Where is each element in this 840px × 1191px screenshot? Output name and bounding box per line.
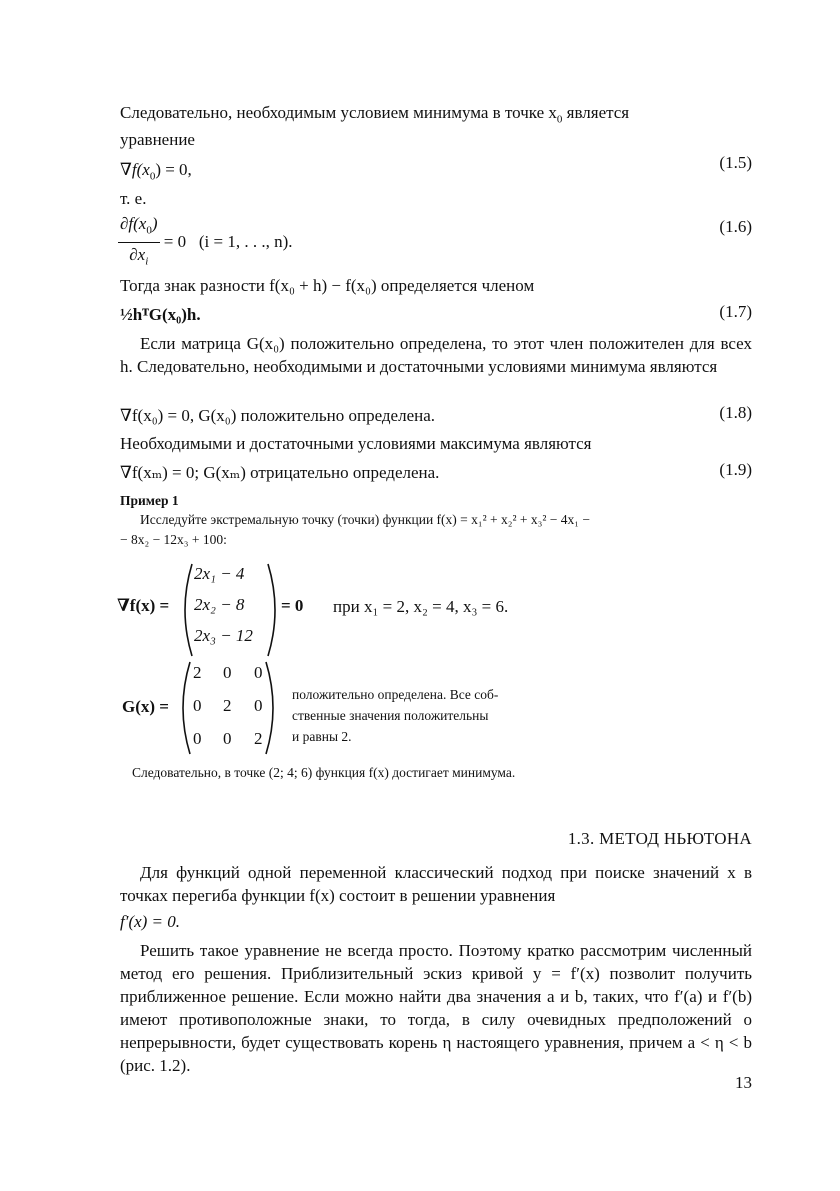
hessian-matrix bbox=[178, 660, 278, 756]
intro-line-1: Следовательно, необходимым условием минимума в точке $x_0$ является bbox=[120, 103, 630, 126]
newton-paragraph-1: Для функций одной переменной классический подход при поиске значений x в точках перегиба функции f(x) состоит в решении уравнения bbox=[120, 863, 752, 905]
equation-1-7: ½hᵀG(x₀)h. bbox=[120, 305, 201, 324]
newton-equation: f′(x) = 0. bbox=[120, 912, 181, 931]
hessian-cell-3-2: 0 bbox=[223, 729, 232, 748]
equation-number-1-8: (1.8) bbox=[719, 403, 752, 422]
hessian-note: положительно определена. Все соб- ственные значения положительны и равны 2. bbox=[292, 687, 499, 744]
sign-difference-line: Тогда знак разности f(x₀ + h) − f(x₀) определяется членом bbox=[120, 276, 535, 295]
example-title: Пример 1 bbox=[120, 493, 179, 508]
intro-line-2: уравнение bbox=[120, 130, 195, 149]
paragraph-positive-definite: Если матрица G(x₀) положительно определена, то этот член положителен для всех h. Следовательно, необходимыми и достаточными условиями минимума являются bbox=[120, 334, 752, 376]
hessian-label: G(x) = bbox=[122, 697, 169, 716]
gradient-condition: при x₁ = 2, x₂ = 4, x₃ = 6. bbox=[333, 597, 509, 616]
hessian-cell-2-1: 0 bbox=[193, 696, 202, 715]
gradient-row-3: 2x₃ − 12 bbox=[194, 626, 253, 645]
page-number: 13 bbox=[735, 1073, 752, 1092]
hessian-cell-3-1: 0 bbox=[193, 729, 202, 748]
example-task-line-1: Исследуйте экстремальную точку (точки) функции f(x) = x₁² + x₂² + x₃² − 4x₁ − bbox=[140, 512, 590, 527]
gradient-row-2: 2x₂ − 8 bbox=[194, 595, 245, 614]
equation-number-1-9: (1.9) bbox=[719, 460, 752, 479]
equation-number-1-7: (1.7) bbox=[719, 302, 752, 321]
partial-derivative-fraction: $\frac{\partial f(x_0)}{\partial x_i}$ bbox=[120, 214, 158, 268]
equation-1-6: $\frac{\partial f(x_0)}{\partial x_i}$ = 0 (i = 1, . . ., n). bbox=[118, 212, 293, 274]
gradient-label: ∇f(x) = bbox=[117, 596, 170, 615]
gradient-vector bbox=[180, 562, 280, 658]
hessian-cell-3-3: 2 bbox=[254, 729, 263, 748]
hessian-cell-1-2: 0 bbox=[223, 663, 232, 682]
equation-1-5: $\nabla f(x_0) = 0$, bbox=[120, 160, 192, 183]
hessian-cell-2-3: 0 bbox=[254, 696, 263, 715]
gradient-equals-zero: = 0 bbox=[281, 596, 304, 615]
hessian-cell-1-3: 0 bbox=[254, 663, 263, 682]
newton-paragraph-2: Решить такое уравнение не всегда просто. Поэтому кратко рассмотрим численный метод его решения. Приблизительный эскиз кривой y = f′(x) позволит получить приближенное решение. Если можно найти два значения a и b, таких, что f′(a) и f′(b) имеют противоположные знаки, то тогда, в силу очевидных предположений о непрерывности, будет существовать корень η настоящего уравнения, причем a < η < b (рис. 1.2). bbox=[120, 941, 752, 1075]
example-task-line-2: − 8x₂ − 12x₃ + 100: bbox=[120, 532, 227, 547]
ie-label: т. е. bbox=[120, 189, 147, 208]
hessian-cell-2-2: 2 bbox=[223, 696, 232, 715]
example-conclusion: Следовательно, в точке (2; 4; 6) функция f(x) достигает минимума. bbox=[132, 765, 516, 780]
equation-number-1-6: (1.6) bbox=[719, 217, 752, 236]
hessian-cell-1-1: 2 bbox=[193, 663, 202, 682]
maximum-conditions-line: Необходимыми и достаточными условиями максимума являются bbox=[120, 434, 592, 453]
gradient-row-1: 2x₁ − 4 bbox=[194, 564, 245, 583]
equation-number-1-5: (1.5) bbox=[719, 153, 752, 172]
section-heading: 1.3. МЕТОД НЬЮТОНА bbox=[567, 829, 752, 848]
equation-1-8: ∇f(x₀) = 0, G(x₀) положительно определена. bbox=[120, 406, 436, 425]
equation-1-9: ∇f(xₘ) = 0; G(xₘ) отрицательно определена. bbox=[120, 463, 440, 482]
